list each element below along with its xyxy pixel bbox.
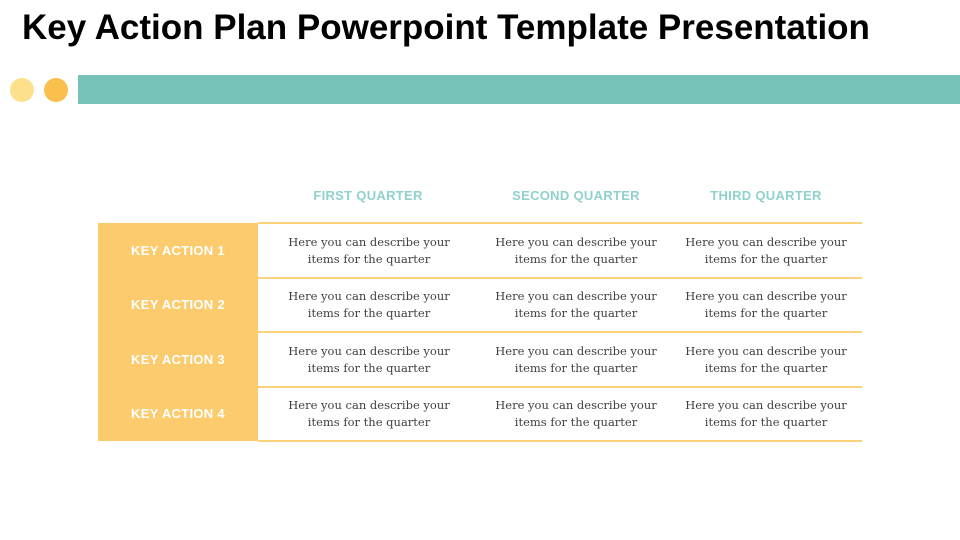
page-title: Key Action Plan Powerpoint Template Presentation bbox=[22, 8, 870, 47]
row-label-key-action-1: KEY ACTION 1 bbox=[131, 243, 225, 258]
table-cell: Here you can describe your items for the quarter bbox=[495, 289, 657, 320]
table-cell: Here you can describe your items for the quarter bbox=[685, 235, 847, 266]
column-header-first-quarter: FIRST QUARTER bbox=[313, 188, 423, 203]
header-accent-bar bbox=[78, 75, 960, 104]
row-label-key-action-4: KEY ACTION 4 bbox=[131, 406, 225, 421]
decorative-dot-orange bbox=[44, 78, 68, 102]
table-cell: Here you can describe your items for the quarter bbox=[685, 398, 847, 429]
table-cell: Here you can describe your items for the quarter bbox=[685, 344, 847, 375]
row-label-key-action-3: KEY ACTION 3 bbox=[131, 352, 225, 367]
column-header-second-quarter: SECOND QUARTER bbox=[512, 188, 640, 203]
table-cell: Here you can describe your items for the quarter bbox=[495, 398, 657, 429]
table-cell: Here you can describe your items for the quarter bbox=[288, 344, 450, 375]
table-cell: Here you can describe your items for the quarter bbox=[288, 398, 450, 429]
table-cell: Here you can describe your items for the quarter bbox=[288, 289, 450, 320]
row-divider bbox=[258, 331, 862, 333]
decorative-dot-light bbox=[10, 78, 34, 102]
table-cell: Here you can describe your items for the quarter bbox=[495, 235, 657, 266]
row-divider bbox=[258, 440, 862, 442]
row-divider bbox=[258, 386, 862, 388]
table-cell: Here you can describe your items for the quarter bbox=[495, 344, 657, 375]
table-cell: Here you can describe your items for the quarter bbox=[288, 235, 450, 266]
row-divider bbox=[258, 222, 862, 224]
table-cell: Here you can describe your items for the quarter bbox=[685, 289, 847, 320]
row-label-key-action-2: KEY ACTION 2 bbox=[131, 297, 225, 312]
row-divider bbox=[258, 277, 862, 279]
column-header-third-quarter: THIRD QUARTER bbox=[710, 188, 822, 203]
